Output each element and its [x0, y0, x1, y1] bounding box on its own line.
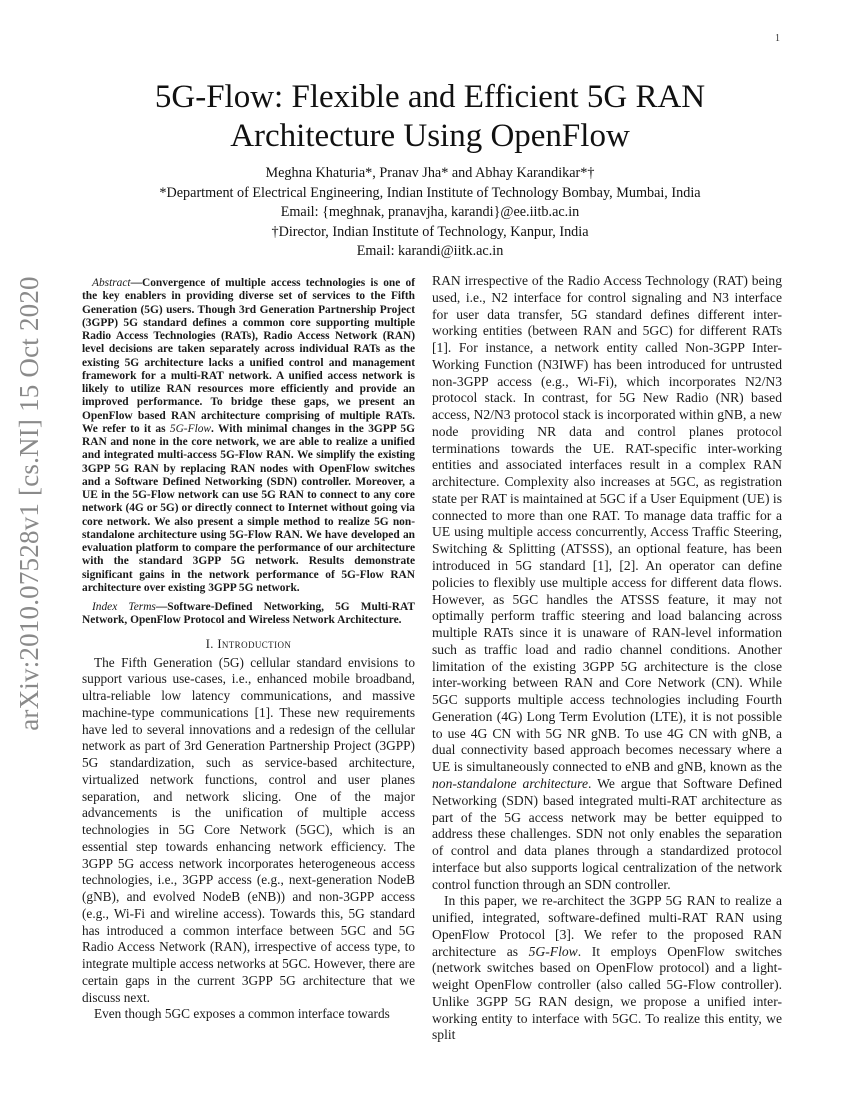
left-column	[82, 277, 415, 1023]
arxiv-identifier-text: arXiv:2010.07528v1 [cs.NI] 15 Oct 2020	[13, 275, 44, 731]
paragraph-2-text-b: . We argue that Software Defined Networking (SDN) based integrated multi-RAT architecture as part of the 5G access network may be better equipped to address these challenges. SDN not only enables the separation of control and data planes through a standardized protocol interface but also supports logical centralization of the network control function through an SDN controller.	[432, 775, 782, 892]
abstract-dash: —	[130, 277, 142, 289]
affiliation-iit-kanpur: †Director, Indian Institute of Technology, Kanpur, India	[271, 223, 589, 240]
intro-paragraph-1: The Fifth Generation (5G) cellular standard envisions to support various use-cases, i.e., enhanced mobile broadband, ultra-reliable low latency communications, and massive machine-type communications [1]. These new requirements have led to several innovations and a redesign of the cellular network as part of 3rd Generation Partnership Project (3GPP) 5G standardization, such as service-based architecture, virtualized network functions, control and user planes separation, and network slicing. One of the major advancements is the unification of multiple access technologies in 5G Core Network (5GC), which is an essential step towards enhancing network efficiency. The 3GPP 5G access network incorporates heterogeneous access technologies, i.e., 3GPP access (e.g., next-generation NodeB (gNB), and evolved NodeB (eNB)) and non-3GPP access (e.g., Wi-Fi and wireline access). Towards this, 5G standard has introduced a common interface between 5GC and 5G Radio Access Network (RAN), irrespective of access type, to integrate multiple access networks at 5GC. However, there are certain gaps in the current 3GPP 5G architecture that we discuss next.	[82, 654, 415, 1005]
author-block	[80, 164, 780, 262]
page-number: 1	[775, 33, 780, 44]
right-column	[432, 273, 782, 1044]
index-terms-label: Index Terms	[92, 601, 156, 613]
abstract-label: Abstract	[92, 277, 131, 289]
arxiv-identifier-stamp	[4, 275, 54, 731]
paragraph-2-emphasis: non-standalone architecture	[432, 775, 588, 791]
index-terms-dash: —	[155, 601, 168, 613]
affiliation-iit-bombay: *Department of Electrical Engineering, Indian Institute of Technology Bombay, Mumbai, India	[159, 184, 701, 201]
section-heading-introduction: I. Introduction	[205, 636, 292, 651]
paragraph-3-text-a: In this paper, we re-architect the 3GPP 5G RAN to realize a unified, integrated, software-defined multi-RAT RAN using OpenFlow Protocol [3]. We refer to the proposed RAN architecture as	[432, 893, 782, 959]
intro-paragraph-2-continued	[432, 273, 782, 893]
index-terms	[82, 601, 415, 628]
title-line-2: Architecture Using OpenFlow	[230, 118, 630, 154]
intro-paragraph-2-start: Even though 5GC exposes a common interface towards	[94, 1006, 390, 1022]
paragraph-3-emphasis: 5G-Flow	[528, 943, 578, 959]
paragraph-3-text-b: . It employs OpenFlow switches (network switches based on OpenFlow protocol) and a light-weight OpenFlow controller (also called 5G-Flow controller). Unlike 3GPP 5G RAN design, we propose a unified inter-working entity to interface with 5GC. To realize this entity, we split	[432, 943, 782, 1043]
author-names: Meghna Khaturia*, Pranav Jha* and Abhay Karandikar*†	[265, 165, 595, 181]
abstract-text-part-1: Convergence of multiple access technologies is one of the key enablers in providing diverse set of services to the Fifth Generation (5G) users. Though 3rd Generation Partnership Project (3GPP) 5G standard defines a common core supporting multiple Radio Access Technologies (RATs), Radio Access Network (RAN) level decisions are taken separately across individual RATs as the existing 5G architecture lacks a unified control and management framework for a multi-RAT network. A unified access network is likely to utilize RAN resources more efficiently and provide an improved performance. To bridge these gaps, we present an OpenFlow based RAN architecture comprising of multiple RATs. We refer to it as	[82, 277, 415, 435]
title-line-1: 5G-Flow: Flexible and Efficient 5G RAN	[154, 79, 706, 115]
intro-paragraph-3	[432, 893, 782, 1044]
abstract-text-part-2: . With minimal changes in the 3GPP 5G RAN and none in the core network, we are able to realize a unified and integrated multi-access 5G-Flow RAN. We simplify the existing 3GPP 5G RAN by replacing RAN nodes with OpenFlow switches and a Software Defined Networking (SDN) controller. Moreover, a UE in the 5G-Flow network can use 5G RAN to connect to any core network (4G or 5G) or directly connect to Internet without going via core network. We also present a simple method to realize 5G non-standalone architecture using 5G-Flow RAN. We have developed an evaluation platform to compare the performance of our architecture with the standard 3GPP 5G network. Results demonstrate significant gains in the network performance of 5G-Flow RAN architecture over existing 3GPP 5G network.	[82, 422, 415, 594]
email-iit-kanpur: Email: karandi@iitk.ac.in	[356, 243, 504, 259]
index-terms-text: Software-Defined Networking, 5G Multi-RAT Network, OpenFlow Protocol and Wireless Network Architecture.	[82, 601, 415, 627]
abstract	[82, 277, 415, 595]
abstract-emphasis: 5G-Flow	[169, 422, 212, 435]
email-iit-bombay: Email: {meghnak, pranavjha, karandi}@ee.iitb.ac.in	[280, 204, 580, 220]
paper-title	[80, 78, 780, 156]
paragraph-2-text-a: RAN irrespective of the Radio Access Technology (RAT) being used, i.e., N2 interface for control signaling and N3 interface for user data transfer, 5G standard defines different inter-working entities (between RAN and 5GC) for different RATs [1]. For instance, a network entity called Non-3GPP Inter-Working Function (N3IWF) has been introduced for untrusted non-3GPP access (e.g., Wi-Fi), which incorporates N2/N3 protocol stack. In contrast, for 5G New Radio (NR) based access, N2/N3 protocol stack is incorporated within gNB, a new node providing NR data and control planes protocol terminations towards the UE. RAT-specific inter-working entities and associated interfaces result in a complex RAN architecture. Complexity also increases at 5GC, as registration state per RAT is maintained at 5GC if a User Equipment (UE) is connected to more than one RAT. To manage data traffic for a UE using multiple access concurrently, Access Traffic Steering, Switching & Splitting (ATSSS), an optional feature, has been introduced in 5G standard [1], [2]. An operator can define policies to flexibly use multiple access for different data flows. However, as 5GC handles the ATSSS feature, it may not optimally perform traffic steering and load balancing across multiple RATs since it is unaware of RAN-level information such as traffic load and radio channel conditions. Another limitation of the existing 3GPP 5G architecture is the close inter-working between RAN and Core Network (CN). While 5GC supports multiple access technologies including Fourth Generation (4G) Long Term Evolution (LTE), it is not possible to use 4G CN with 5G NR gNB. To use 4G CN with gNB, a dual connectivity based approach becomes necessary where a UE is simultaneously connected to eNB and gNB, known as the	[432, 273, 782, 775]
